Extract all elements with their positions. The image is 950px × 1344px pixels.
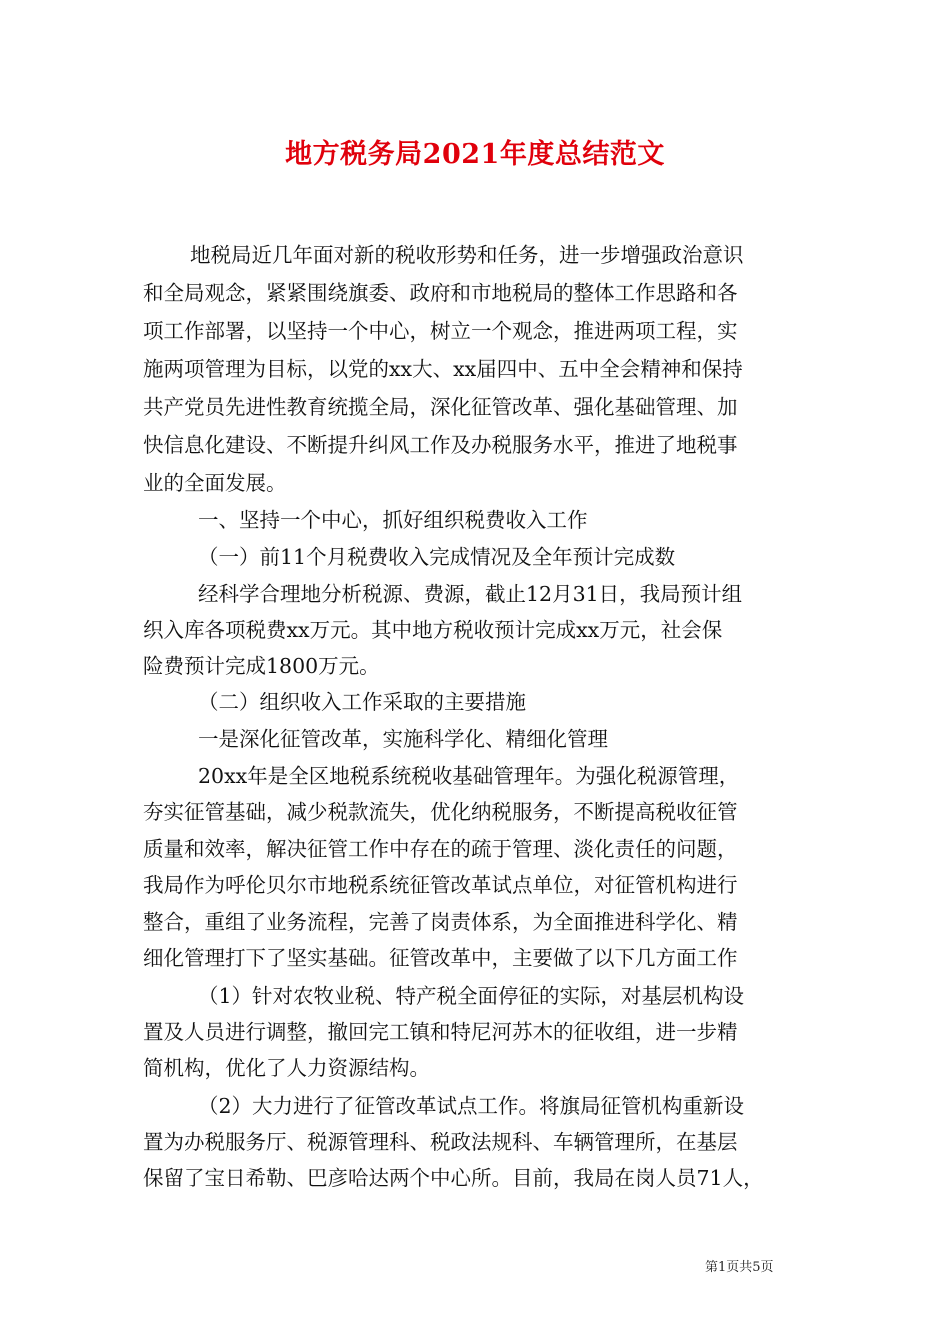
paragraph-line: 置为办税服务厅、税源管理科、税政法规科、车辆管理所，在基层: [143, 1130, 738, 1154]
paragraph-line: 业的全面发展。: [143, 471, 287, 495]
paragraph-line: 和全局观念，紧紧围绕旗委、政府和市地税局的整体工作思路和各: [143, 281, 738, 305]
section-heading: 一、坚持一个中心，抓好组织税费收入工作: [198, 508, 588, 532]
paragraph-line: 简机构，优化了人力资源结构。: [143, 1056, 430, 1080]
document-title: 地方税务局2021年度总结范文: [285, 139, 665, 170]
paragraph-line: 夯实征管基础，减少税款流失，优化纳税服务，不断提高税收征管: [143, 800, 738, 824]
paragraph-line: 险费预计完成1800万元。: [143, 654, 380, 678]
subsection-heading: 一是深化征管改革，实施科学化、精细化管理: [198, 727, 608, 751]
paragraph-line: 细化管理打下了坚实基础。征管改革中，主要做了以下几方面工作: [143, 946, 738, 970]
paragraph-line: 经科学合理地分析税源、费源，截止12月31日，我局预计组: [198, 582, 743, 606]
paragraph-line: 整合，重组了业务流程，完善了岗责体系，为全面推进科学化、精: [143, 910, 738, 934]
subsection-heading: （一）前11个月税费收入完成情况及全年预计完成数: [198, 545, 676, 569]
paragraph-line: 地税局近几年面对新的税收形势和任务，进一步增强政治意识: [190, 243, 744, 267]
paragraph-line: 质量和效率，解决征管工作中存在的疏于管理、淡化责任的问题，: [143, 837, 738, 861]
page-number: 第1页共5页: [705, 1260, 774, 1275]
paragraph-line: 我局作为呼伦贝尔市地税系统征管改革试点单位，对征管机构进行: [143, 873, 738, 897]
paragraph-line: （2）大力进行了征管改革试点工作。将旗局征管机构重新设: [198, 1094, 745, 1118]
paragraph-line: 织入库各项税费xx万元。其中地方税收预计完成xx万元，社会保: [143, 618, 723, 642]
paragraph-line: 项工作部署，以坚持一个中心，树立一个观念，推进两项工程，实: [143, 319, 738, 343]
paragraph-line: （1）针对农牧业税、特产税全面停征的实际，对基层机构设: [198, 984, 745, 1008]
paragraph-line: 20xx年是全区地税系统税收基础管理年。为强化税源管理，: [198, 764, 740, 788]
paragraph-line: 快信息化建设、不断提升纠风工作及办税服务水平，推进了地税事: [143, 433, 738, 457]
paragraph-line: 共产党员先进性教育统揽全局，深化征管改革、强化基础管理、加: [143, 395, 738, 419]
paragraph-line: 置及人员进行调整，撤回完工镇和特尼河苏木的征收组，进一步精: [143, 1020, 738, 1044]
subsection-heading: （二）组织收入工作采取的主要措施: [198, 690, 526, 714]
paragraph-line: 保留了宝日希勒、巴彦哈达两个中心所。目前，我局在岗人员71人，: [143, 1166, 764, 1190]
paragraph-line: 施两项管理为目标，以党的xx大、xx届四中、五中全会精神和保持: [143, 357, 743, 381]
